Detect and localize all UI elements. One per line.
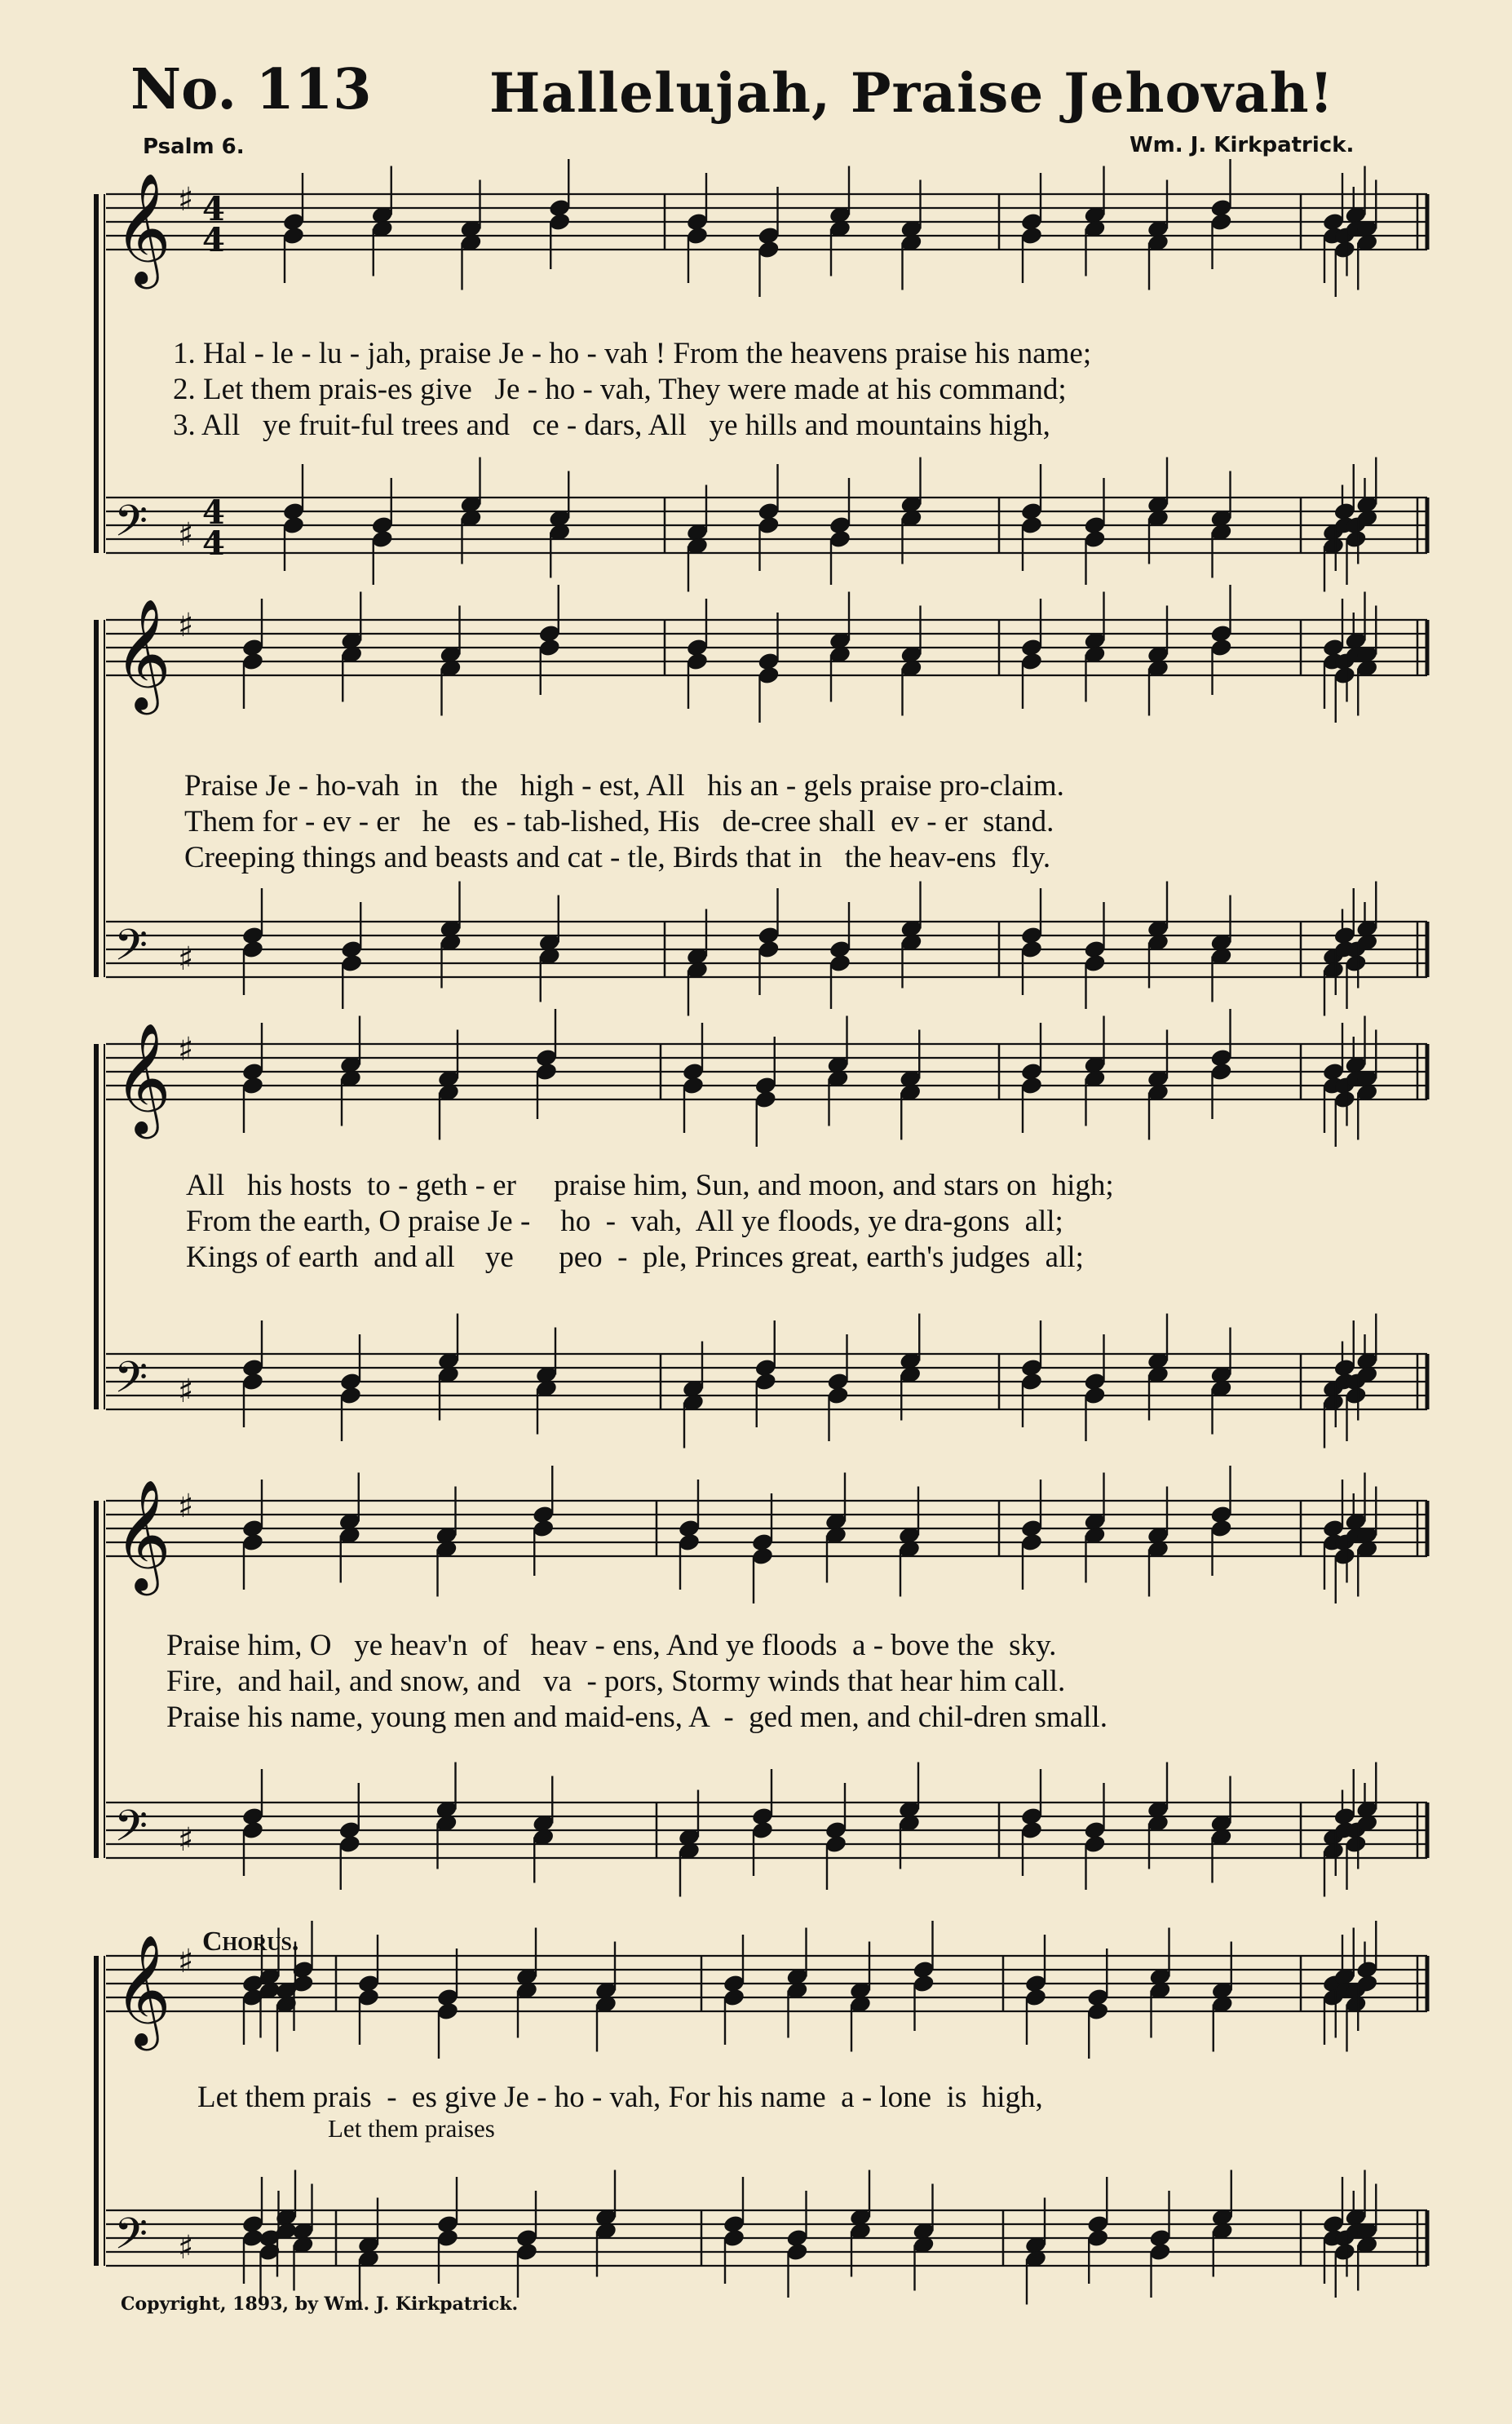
- system-2-verse-3: Creeping things and beasts and cat - tle, Birds that in the heav-ens fly.: [184, 841, 1051, 874]
- system-4-verse-3: Praise his name, young men and maid-ens, A - ged men, and chil-dren small.: [166, 1701, 1107, 1734]
- key-sharp-2: ♯: [178, 940, 194, 978]
- treble-clef-2: 𝄞: [114, 597, 171, 710]
- system-3-verse-1: All his hosts to - geth - er praise him, Sun, and moon, and stars on high;: [186, 1169, 1114, 1202]
- time-signature-bottom-0: 4: [202, 221, 225, 259]
- key-sharp-5: ♯: [178, 2229, 194, 2267]
- system-1-verse-2: 2. Let them prais-es give Je - ho - vah, They were made at his command;: [173, 373, 1067, 406]
- treble-clef-1: 𝄞: [114, 171, 171, 284]
- key-sharp-2: ♯: [178, 607, 194, 644]
- bass-clef-3: 𝄢: [114, 1353, 148, 1413]
- bass-clef-1: 𝄢: [114, 497, 148, 557]
- key-sharp-3: ♯: [178, 1373, 194, 1410]
- system-3-verse-2: From the earth, O praise Je - ho - vah, All ye floods, ye dra-gons all;: [186, 1205, 1063, 1238]
- key-sharp-1: ♯: [178, 516, 194, 554]
- hymn-number: No. 113: [130, 57, 372, 122]
- treble-clef-4: 𝄞: [114, 1478, 171, 1590]
- system-1-verse-1: 1. Hal - le - lu - jah, praise Je - ho - vah ! From the heavens praise his name;: [173, 337, 1092, 370]
- chorus-sublyric: Let them praises: [328, 2114, 495, 2143]
- copyright-notice: Copyright, 1893, by Wm. J. Kirkpatrick.: [121, 2294, 519, 2315]
- system-2-verse-1: Praise Je - ho-vah in the high - est, All his an - gels praise pro-claim.: [184, 769, 1064, 803]
- treble-clef-5: 𝄞: [114, 1933, 171, 2046]
- treble-clef-3: 𝄞: [114, 1021, 171, 1134]
- key-sharp-4: ♯: [178, 1821, 194, 1859]
- hymn-title: Hallelujah, Praise Jehovah!: [489, 61, 1334, 125]
- scripture-reference: Psalm 6.: [143, 135, 245, 159]
- system-2-verse-2: Them for - ev - er he es - tab-lished, His de-cree shall ev - er stand.: [184, 805, 1054, 838]
- time-signature-top-0: 4: [202, 190, 225, 228]
- bass-clef-4: 𝄢: [114, 1802, 148, 1862]
- time-signature-bottom-1: 4: [202, 524, 225, 563]
- system-4-verse-1: Praise him, O ye heav'n of heav - ens, And ye floods a - bove the sky.: [166, 1629, 1057, 1662]
- bass-clef-5: 𝄢: [114, 2209, 148, 2270]
- key-sharp-1: ♯: [178, 181, 194, 219]
- chorus-label: Chorus.: [202, 1926, 299, 1957]
- system-1-verse-3: 3. All ye fruit-ful trees and ce - dars, All ye hills and mountains high,: [173, 409, 1050, 442]
- system-3-verse-3: Kings of earth and all ye peo - ple, Princes great, earth's judges all;: [186, 1241, 1084, 1274]
- system-4-verse-2: Fire, and hail, and snow, and va - pors, Stormy winds that hear him call.: [166, 1665, 1066, 1698]
- key-sharp-3: ♯: [178, 1031, 194, 1068]
- key-sharp-4: ♯: [178, 1488, 194, 1525]
- chorus-lyric: Let them prais - es give Je - ho - vah, For his name a - lone is high,: [197, 2081, 1043, 2114]
- composer-credit: Wm. J. Kirkpatrick.: [1130, 133, 1355, 157]
- time-signature-top-1: 4: [202, 493, 225, 532]
- bass-clef-2: 𝄢: [114, 921, 148, 981]
- key-sharp-5: ♯: [178, 1943, 194, 1980]
